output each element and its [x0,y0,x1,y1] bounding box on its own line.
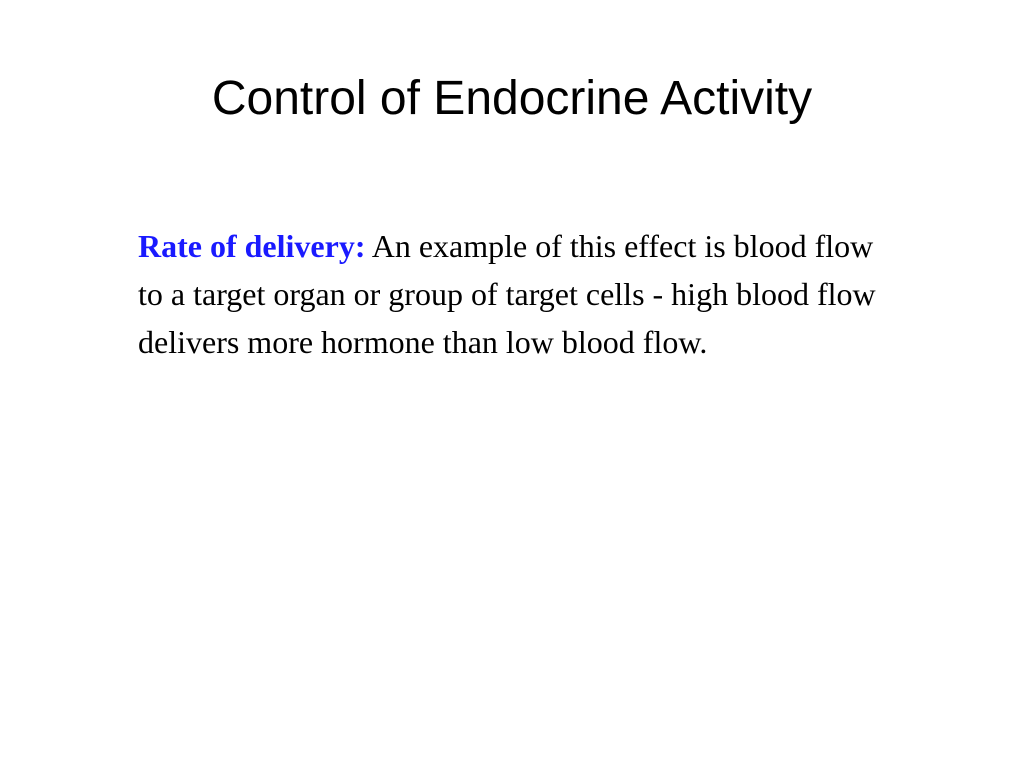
term-label: Rate of delivery: [138,228,366,264]
body-text: An example of this effect is blood flow to a target organ or group of target cells - high blood flow delivers more hormone than low blood flow. [138,228,876,360]
slide-body-paragraph [138,222,898,366]
slide-title: Control of Endocrine Activity [211,72,813,125]
